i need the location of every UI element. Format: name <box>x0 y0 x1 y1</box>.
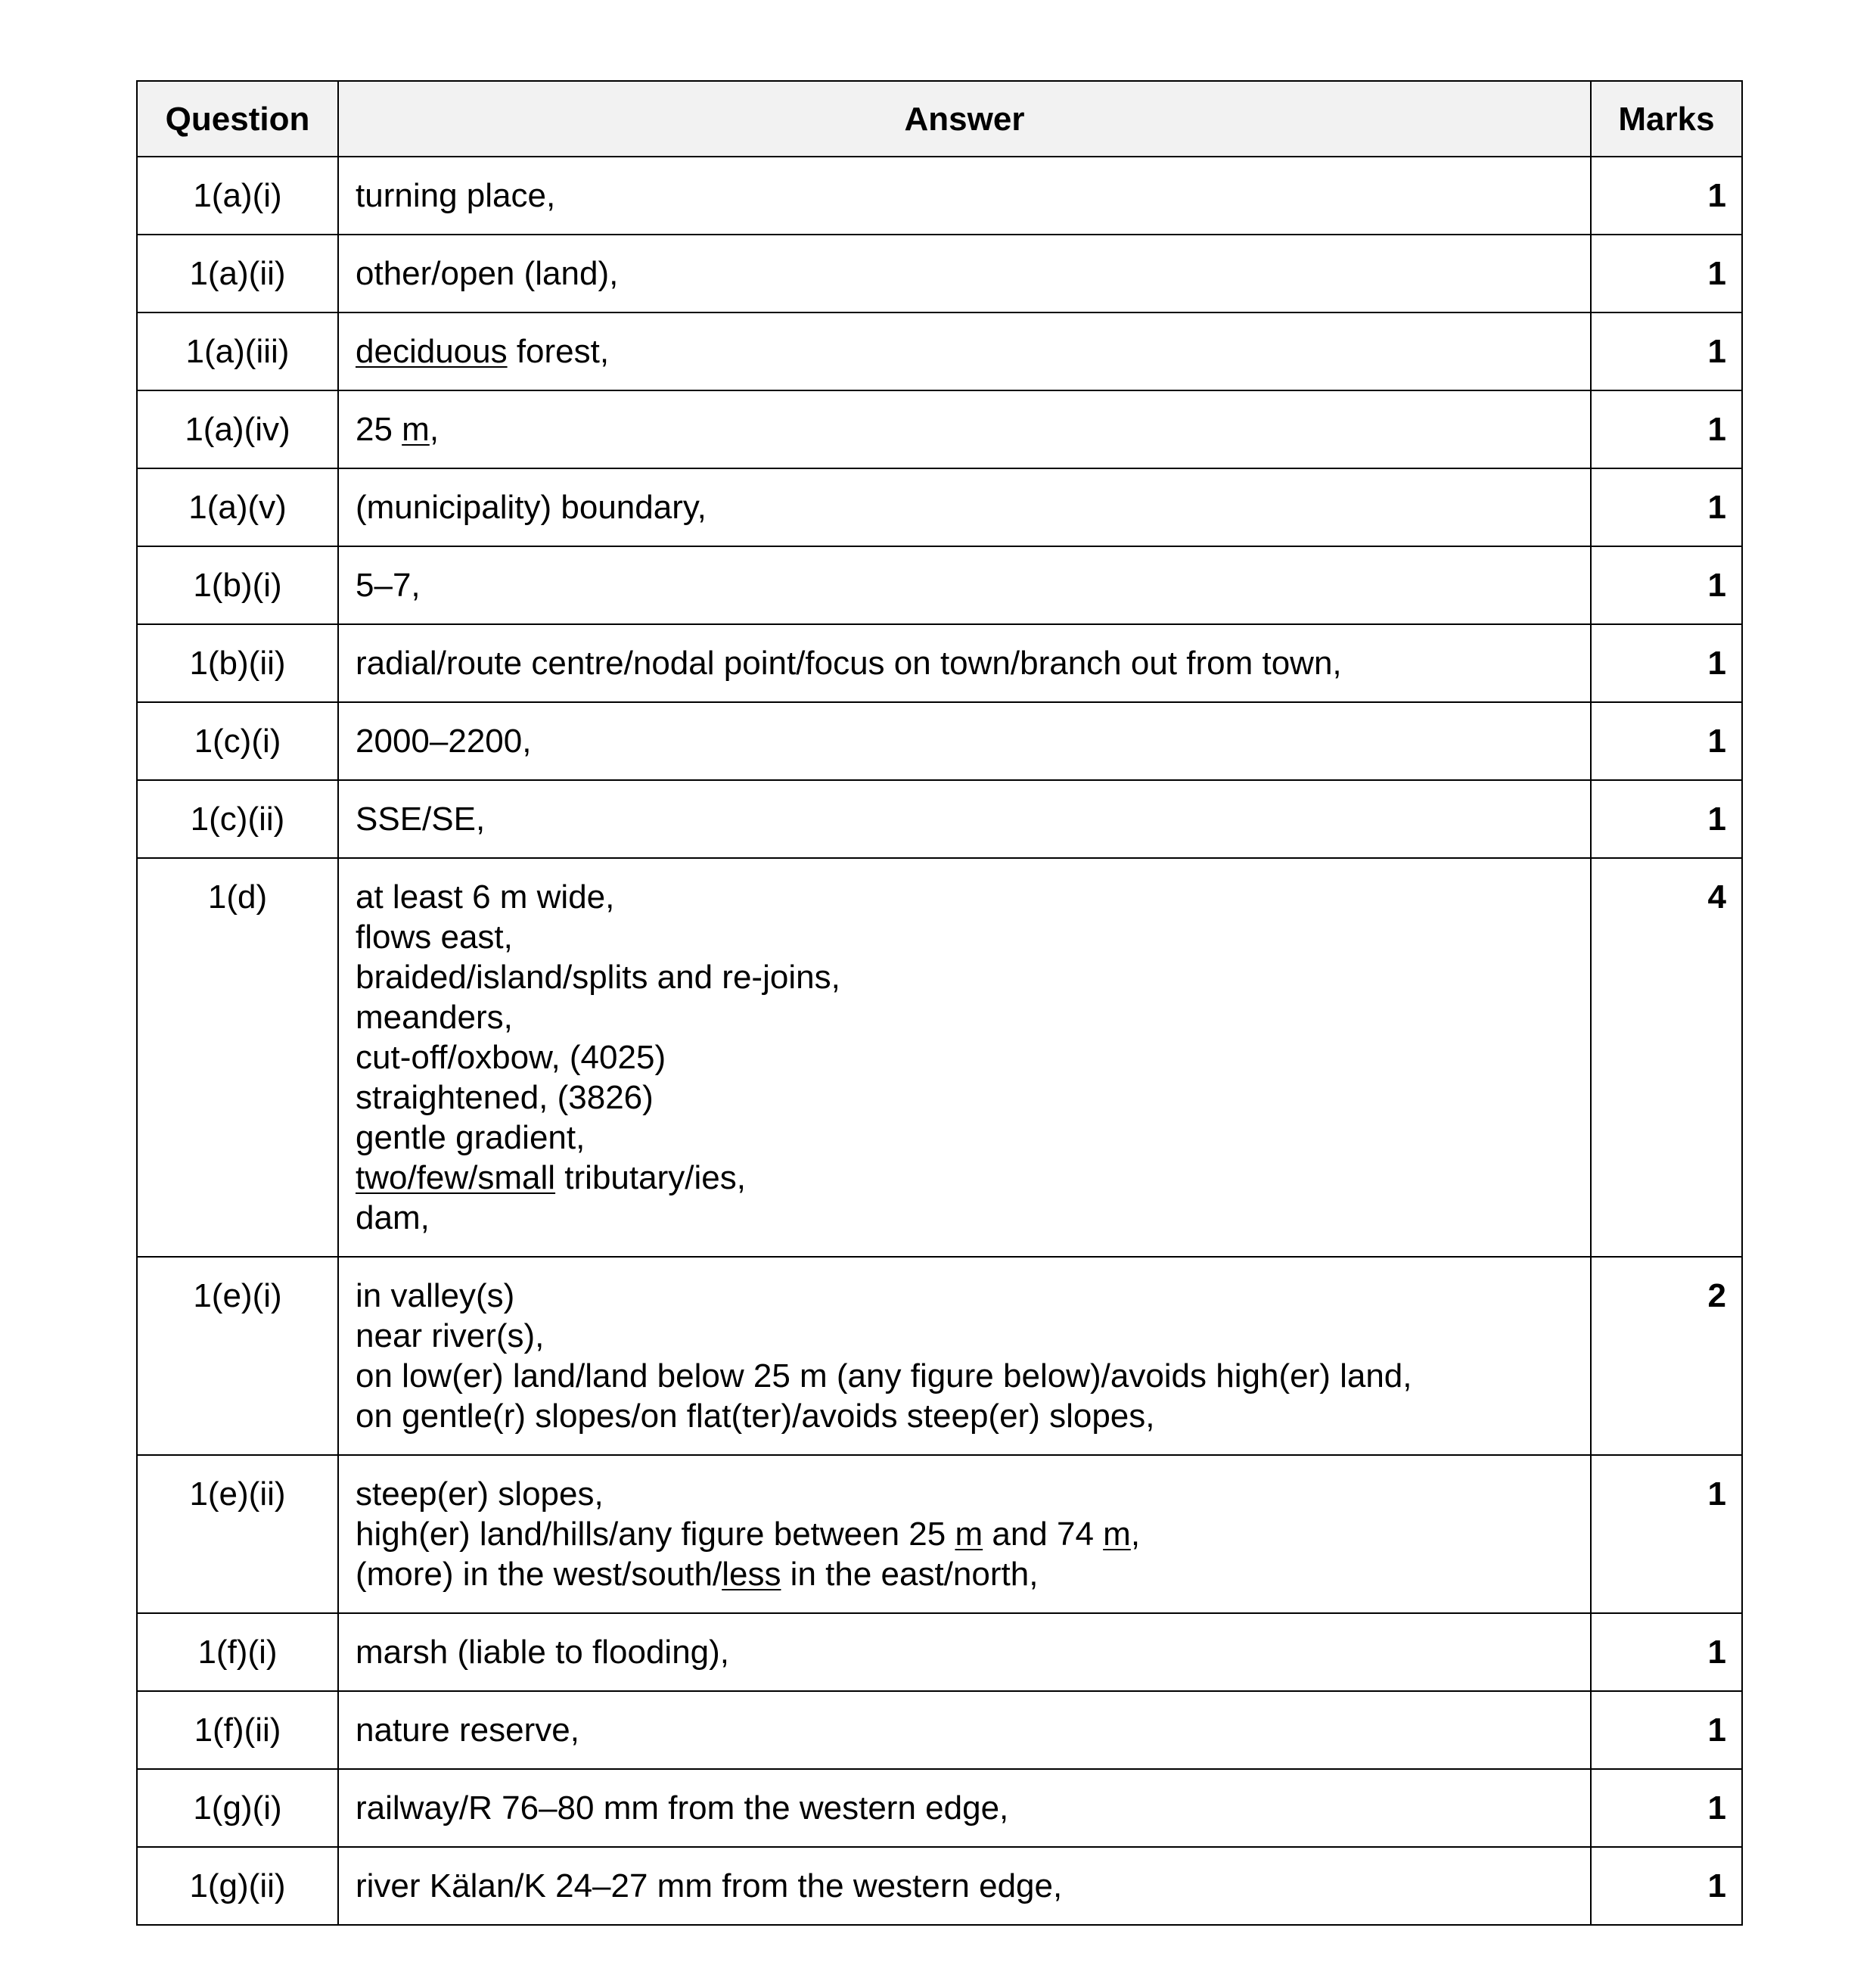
answer-text: in valley(s) <box>356 1277 515 1314</box>
answer-text: river Kälan/K 24–27 mm from the western edge, <box>356 1867 1063 1904</box>
answer-line <box>356 1158 1575 1198</box>
marks-cell: 1 <box>1591 1847 1742 1925</box>
answer-text: SSE/SE, <box>356 801 486 838</box>
answer-text: gentle gradient, <box>356 1119 585 1156</box>
answer-line <box>356 1632 1575 1672</box>
answer-text: on gentle(r) slopes/on flat(ter)/avoids steep(er) slopes, <box>356 1398 1155 1435</box>
answer-line <box>356 1316 1575 1356</box>
question-number-cell: 1(g)(ii) <box>137 1847 338 1925</box>
question-number-cell: 1(a)(iv) <box>137 390 338 468</box>
marks-cell: 1 <box>1591 312 1742 390</box>
header-row <box>137 81 1742 157</box>
marks-cell: 2 <box>1591 1257 1742 1455</box>
question-number-cell: 1(b)(i) <box>137 546 338 624</box>
answer-line <box>356 799 1575 839</box>
table-row <box>137 157 1742 235</box>
answer-line <box>356 1118 1575 1158</box>
question-number-cell: 1(c)(i) <box>137 702 338 780</box>
answer-cell <box>338 702 1591 780</box>
question-number-cell: 1(a)(v) <box>137 468 338 546</box>
marks-cell: 1 <box>1591 1691 1742 1769</box>
underlined-answer-text: m <box>1103 1516 1131 1553</box>
table-row <box>137 858 1742 1257</box>
question-number-cell: 1(a)(ii) <box>137 235 338 312</box>
answer-line <box>356 1788 1575 1828</box>
answer-text: railway/R 76–80 mm from the western edge, <box>356 1789 1009 1827</box>
answer-line <box>356 1198 1575 1238</box>
answer-line <box>356 331 1575 372</box>
answer-text: cut-off/oxbow, (4025) <box>356 1039 666 1076</box>
answer-text: (municipality) boundary, <box>356 489 707 526</box>
marks-cell: 1 <box>1591 390 1742 468</box>
answer-text: 5–7, <box>356 567 421 604</box>
answer-cell <box>338 468 1591 546</box>
answer-text: on low(er) land/land below 25 m (any figure below)/avoids high(er) land, <box>356 1357 1412 1394</box>
answer-text: other/open (land), <box>356 255 619 292</box>
answer-line <box>356 643 1575 683</box>
underlined-answer-text: m <box>955 1516 983 1553</box>
table-row <box>137 1691 1742 1769</box>
answer-line <box>356 1077 1575 1118</box>
question-number-cell: 1(c)(ii) <box>137 780 338 858</box>
marks-column-header: Marks <box>1591 81 1742 157</box>
answer-line <box>356 877 1575 917</box>
answer-text: , <box>429 411 439 448</box>
question-number-cell: 1(a)(i) <box>137 157 338 235</box>
answer-cell <box>338 235 1591 312</box>
answer-cell <box>338 157 1591 235</box>
table-row <box>137 1847 1742 1925</box>
answer-line <box>356 1554 1575 1594</box>
question-number-cell: 1(f)(i) <box>137 1613 338 1691</box>
answer-line <box>356 176 1575 216</box>
answer-text: , <box>1130 1516 1141 1553</box>
question-number-cell: 1(a)(iii) <box>137 312 338 390</box>
answer-text: marsh (liable to flooding), <box>356 1634 730 1671</box>
answer-line <box>356 721 1575 761</box>
answer-text: radial/route centre/nodal point/focus on town/branch out from town, <box>356 645 1342 682</box>
marks-cell: 4 <box>1591 858 1742 1257</box>
marks-cell: 1 <box>1591 780 1742 858</box>
table-row <box>137 780 1742 858</box>
answer-line <box>356 487 1575 527</box>
marks-cell: 1 <box>1591 1769 1742 1847</box>
answer-line <box>356 1037 1575 1077</box>
answer-cell <box>338 1691 1591 1769</box>
table-row <box>137 1613 1742 1691</box>
answer-text: and 74 <box>983 1516 1104 1553</box>
answer-text: meanders, <box>356 999 513 1036</box>
answer-column-header: Answer <box>338 81 1591 157</box>
question-number-cell: 1(e)(i) <box>137 1257 338 1455</box>
answer-text: straightened, (3826) <box>356 1079 654 1116</box>
table-row <box>137 546 1742 624</box>
question-number-cell: 1(f)(ii) <box>137 1691 338 1769</box>
answer-cell <box>338 390 1591 468</box>
underlined-answer-text: m <box>402 411 430 448</box>
underlined-answer-text: two/few/small <box>356 1159 556 1196</box>
table-row <box>137 1257 1742 1455</box>
question-number-cell: 1(b)(ii) <box>137 624 338 702</box>
question-number-cell: 1(g)(i) <box>137 1769 338 1847</box>
mark-scheme-table <box>136 80 1743 1926</box>
answer-line <box>356 957 1575 997</box>
table-row <box>137 1769 1742 1847</box>
answer-line <box>356 253 1575 294</box>
answer-text: flows east, <box>356 919 513 956</box>
answer-text: 25 <box>356 411 402 448</box>
underlined-answer-text: deciduous <box>356 333 508 370</box>
marks-cell: 1 <box>1591 157 1742 235</box>
answer-text: nature reserve, <box>356 1712 579 1749</box>
answer-cell <box>338 1613 1591 1691</box>
answer-cell <box>338 1257 1591 1455</box>
table-row <box>137 468 1742 546</box>
answer-line <box>356 1474 1575 1514</box>
answer-text: dam, <box>356 1199 430 1236</box>
table-row <box>137 390 1742 468</box>
answer-text: braided/island/splits and re-joins, <box>356 959 840 996</box>
table-row <box>137 235 1742 312</box>
answer-cell <box>338 1769 1591 1847</box>
table-row <box>137 312 1742 390</box>
answer-cell <box>338 546 1591 624</box>
marks-cell: 1 <box>1591 1613 1742 1691</box>
question-number-cell: 1(d) <box>137 858 338 1257</box>
answer-text: (more) in the west/south/ <box>356 1556 722 1593</box>
table-row <box>137 702 1742 780</box>
answer-text: near river(s), <box>356 1317 545 1354</box>
answer-text: in the east/north, <box>781 1556 1039 1593</box>
answer-cell <box>338 1847 1591 1925</box>
answer-text: steep(er) slopes, <box>356 1475 604 1513</box>
marks-cell: 1 <box>1591 468 1742 546</box>
table-header <box>137 81 1742 157</box>
answer-line <box>356 1514 1575 1554</box>
underlined-answer-text: less <box>722 1556 781 1593</box>
answer-text: turning place, <box>356 177 556 214</box>
table-row <box>137 624 1742 702</box>
answer-text: high(er) land/hills/any figure between 25 <box>356 1516 955 1553</box>
answer-line <box>356 1710 1575 1750</box>
answer-cell <box>338 858 1591 1257</box>
marks-cell: 1 <box>1591 235 1742 312</box>
marks-cell: 1 <box>1591 546 1742 624</box>
answer-cell <box>338 312 1591 390</box>
answer-line <box>356 1276 1575 1316</box>
question-number-cell: 1(e)(ii) <box>137 1455 338 1613</box>
question-column-header: Question <box>137 81 338 157</box>
answer-cell <box>338 1455 1591 1613</box>
marks-cell: 1 <box>1591 624 1742 702</box>
answer-cell <box>338 780 1591 858</box>
table-row <box>137 1455 1742 1613</box>
answer-text: 2000–2200, <box>356 723 532 760</box>
answer-line <box>356 997 1575 1037</box>
answer-line <box>356 409 1575 449</box>
answer-text: tributary/ies, <box>555 1159 746 1196</box>
answer-text: forest, <box>507 333 610 370</box>
answer-cell <box>338 624 1591 702</box>
table-body <box>137 157 1742 1925</box>
marks-cell: 1 <box>1591 702 1742 780</box>
marks-cell: 1 <box>1591 1455 1742 1613</box>
answer-line <box>356 565 1575 605</box>
answer-line <box>356 1356 1575 1396</box>
answer-line <box>356 917 1575 957</box>
answer-line <box>356 1396 1575 1436</box>
answer-line <box>356 1866 1575 1906</box>
answer-text: at least 6 m wide, <box>356 878 615 916</box>
